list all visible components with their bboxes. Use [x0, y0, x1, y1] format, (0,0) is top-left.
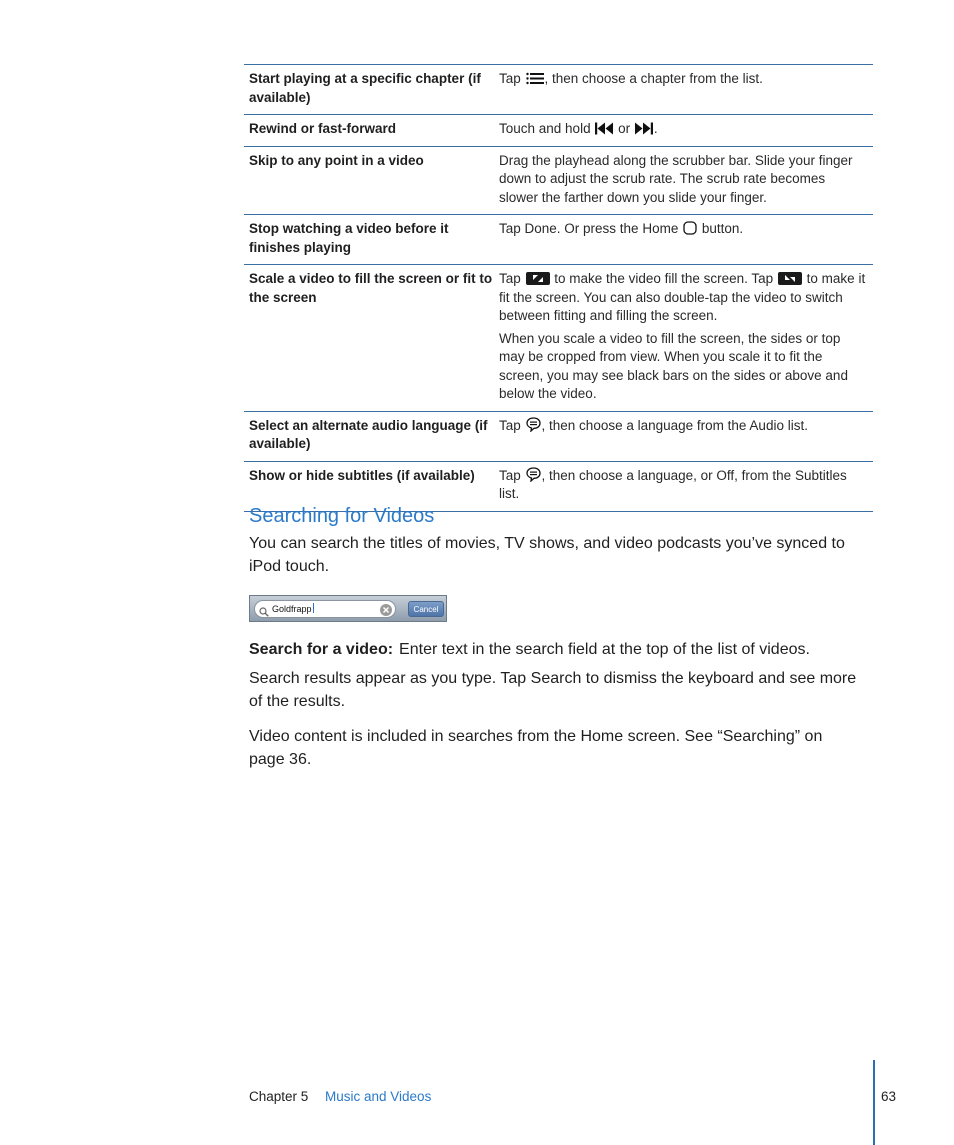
rewind-icon — [595, 122, 613, 135]
footer-rule — [873, 1060, 875, 1145]
table-row — [244, 412, 873, 462]
fill-screen-icon — [526, 272, 550, 285]
task-cell: Select an alternate audio language (if available) — [249, 417, 488, 451]
action-cell: Tap , then choose a language, or Off, from the Subtitles list. — [499, 467, 847, 501]
home-search-paragraph: Video content is included in searches from the Home screen. See “Searching” on page 36. — [249, 728, 823, 768]
table-row — [244, 462, 873, 512]
action-cell: Tap , then choose a chapter from the list. — [499, 71, 763, 86]
search-bar-screenshot — [249, 595, 447, 622]
footer-chapter-title: Music and Videos — [325, 1089, 432, 1104]
table-row — [244, 265, 873, 412]
search-input[interactable] — [254, 600, 396, 618]
controls-table — [244, 64, 873, 512]
search-instructions — [249, 638, 873, 661]
chapter-list-icon — [526, 72, 544, 85]
fast-forward-icon — [635, 122, 653, 135]
clear-icon[interactable] — [380, 603, 392, 621]
search-lead: Search for a video: — [249, 641, 394, 658]
action-cell: Tap , then choose a language from the Audio list. — [499, 417, 808, 433]
page-number: 63 — [881, 1089, 897, 1104]
search-icon — [259, 604, 269, 622]
table-row — [244, 65, 873, 115]
table-row — [244, 215, 873, 265]
speech-bubble-icon — [526, 467, 541, 482]
home-button-icon — [683, 221, 697, 235]
table-row — [244, 147, 873, 216]
footer-chapter: Chapter 5 — [249, 1089, 309, 1104]
section-heading: Searching for Videos — [249, 505, 435, 527]
task-cell: Scale a video to fill the screen or fit to the screen — [249, 271, 493, 305]
cancel-button[interactable]: Cancel — [408, 601, 444, 617]
search-value: Goldfrapp — [272, 604, 312, 614]
task-cell: Rewind or fast-forward — [249, 121, 397, 136]
speech-bubble-icon — [526, 417, 541, 432]
task-cell: Show or hide subtitles (if available) — [249, 467, 475, 483]
task-cell: Start playing at a specific chapter (if available) — [249, 71, 481, 105]
task-cell: Skip to any point in a video — [249, 152, 424, 168]
action-cell: Tap to make the video fill the screen. Tap to make it fit the screen. You can also double-tap the video to switch between fitting and filling the screen. When you scale a video to fill the screen, the sides or top may be cropped from view. When you scale it to fit the screen, you may see black bars on the sides or above and below the video. — [499, 271, 866, 401]
action-cell: Drag the playhead along the scrubber bar. Slide your finger down to adjust the scrub rate. The scrub rate becomes slower the farther down you slide your finger. — [499, 152, 853, 205]
task-cell: Stop watching a video before it finishes playing — [249, 221, 449, 255]
action-cell: Touch and hold or . — [499, 121, 658, 136]
fit-screen-icon — [778, 272, 802, 285]
action-cell: Tap Done. Or press the Home button. — [499, 221, 744, 236]
table-row — [244, 115, 873, 147]
section-intro: You can search the titles of movies, TV shows, and video podcasts you’ve synced to iPod touch. — [249, 535, 845, 575]
text-caret — [313, 603, 314, 613]
search-text: Enter text in the search field at the top of the list of videos. — [399, 641, 810, 658]
results-paragraph: Search results appear as you type. Tap Search to dismiss the keyboard and see more of the results. — [249, 670, 857, 710]
